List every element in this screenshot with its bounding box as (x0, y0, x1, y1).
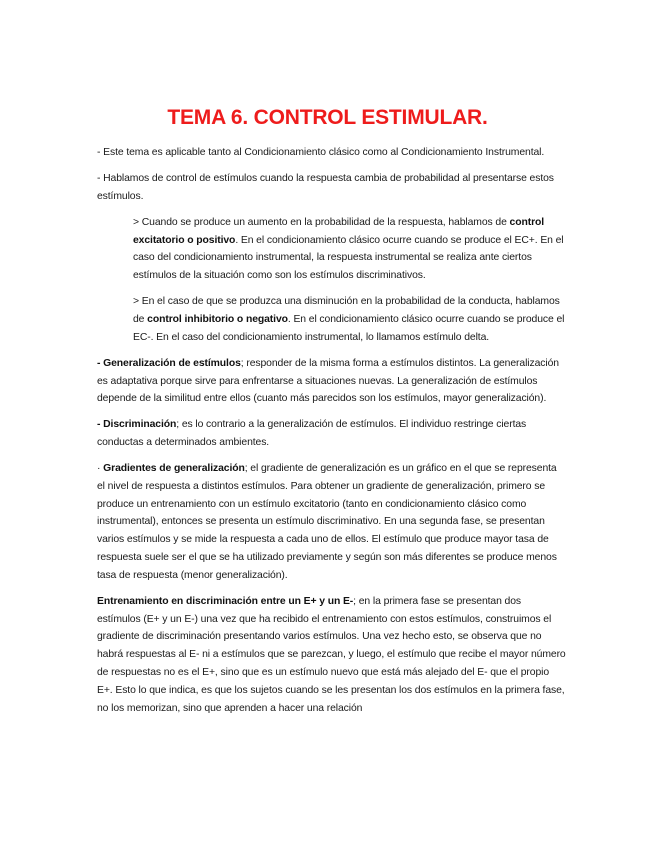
paragraph-text-prefix: > En el caso de que se produzca una disminución en la probabilidad de la conducta, hablamos de (133, 296, 560, 325)
term-generalization-gradients: Gradientes de generalización (103, 463, 245, 475)
paragraph-text-suffix: . En el condicionamiento clásico ocurre cuando se produce el EC-. En el caso del condicionamiento instrumental, lo llamamos estímulo delta. (133, 313, 565, 343)
document-body (97, 144, 567, 726)
page-title: TEMA 6. CONTROL ESTIMULAR. (167, 106, 488, 129)
term-excitatory-control: control excitatorio o positivo (133, 216, 545, 246)
paragraph-stimulus-control-definition (97, 170, 567, 206)
paragraph-text-suffix: ; el gradiente de generalización es un gráfico en el que se representa el nivel de respuesta a distintos estímulos. Para obtener un gradiente de generalización, primero se produce un entrenamiento con un estímulo excitatorio (tanto en condicionamiento clásico como instrumental), entonces se presenta un estímulo discriminativo. En una segunda fase, se presentan varios estímulos y se mide la respuesta a cada uno de ellos. El estímulo que produce mayor tasa de respuesta suele ser el que se ha utilizado previamente y según son más diferentes se produce menos tasa de respuesta (menor generalización). (97, 463, 557, 581)
paragraph-generalization-gradients (97, 460, 567, 585)
paragraph-scope (97, 144, 567, 162)
paragraph-discrimination (97, 416, 567, 452)
paragraph-discrimination-training (97, 593, 567, 718)
paragraph-text: - Este tema es aplicable tanto al Condicionamiento clásico como al Condicionamiento Instrumental. (97, 147, 545, 158)
paragraph-text-prefix: > Cuando se produce un aumento en la probabilidad de la respuesta, hablamos de (133, 216, 510, 228)
paragraph-generalization (97, 355, 567, 408)
paragraph-text-suffix: ; en la primera fase se presentan dos estímulos (E+ y un E-) una vez que ha recibido el entrenamiento con estos estímulos, construimos el gradiente de discriminación presentando varios estímulos. Una vez hecho esto, se observa que no habrá respuestas al E- ni a estímulos que se parezcan, y luego, el estímulo que recibe el mayor número de respuestas no es el E+, sino que es un estímulo nuevo que está más alejado del E- que el propio E+. Esto lo que indica, es que los sujetos cuando se les presentan los dos estímulos en la primera fase, no los memorizan, sino que aprenden a hacer una relación (97, 595, 566, 714)
term-generalization: - Generalización de estímulos (97, 357, 241, 369)
paragraph-text-suffix: ; responder de la misma forma a estímulos distintos. La generalización es adaptativa porque sirve para enfrentarse a situaciones nuevas. La generalización de estímulos depende de la similitud entre ellos (cuanto más parecidos son los estímulos, mayor generalización). (97, 357, 559, 405)
paragraph-text-suffix: ; es lo contrario a la generalización de estímulos. El individuo restringe ciertas conductas a determinados ambientes. (97, 419, 527, 449)
paragraph-excitatory-control (133, 214, 569, 285)
paragraph-text: - Hablamos de control de estímulos cuando la respuesta cambia de probabilidad al presentarse estos estímulos. (97, 172, 554, 202)
term-discrimination: - Discriminación (97, 419, 177, 431)
paragraph-inhibitory-control (133, 293, 569, 346)
term-discrimination-training: Entrenamiento en discriminación entre un E+ y un E- (97, 595, 354, 607)
term-inhibitory-control: control inhibitorio o negativo (147, 313, 288, 325)
paragraph-text-prefix: · (97, 463, 104, 475)
paragraph-text-suffix: . En el condicionamiento clásico ocurre cuando se produce el EC+. En el caso del condicionamiento instrumental, la respuesta instrumental se realiza ante ciertos estímulos de la situación como son los estímulos discriminativos. (133, 234, 564, 282)
